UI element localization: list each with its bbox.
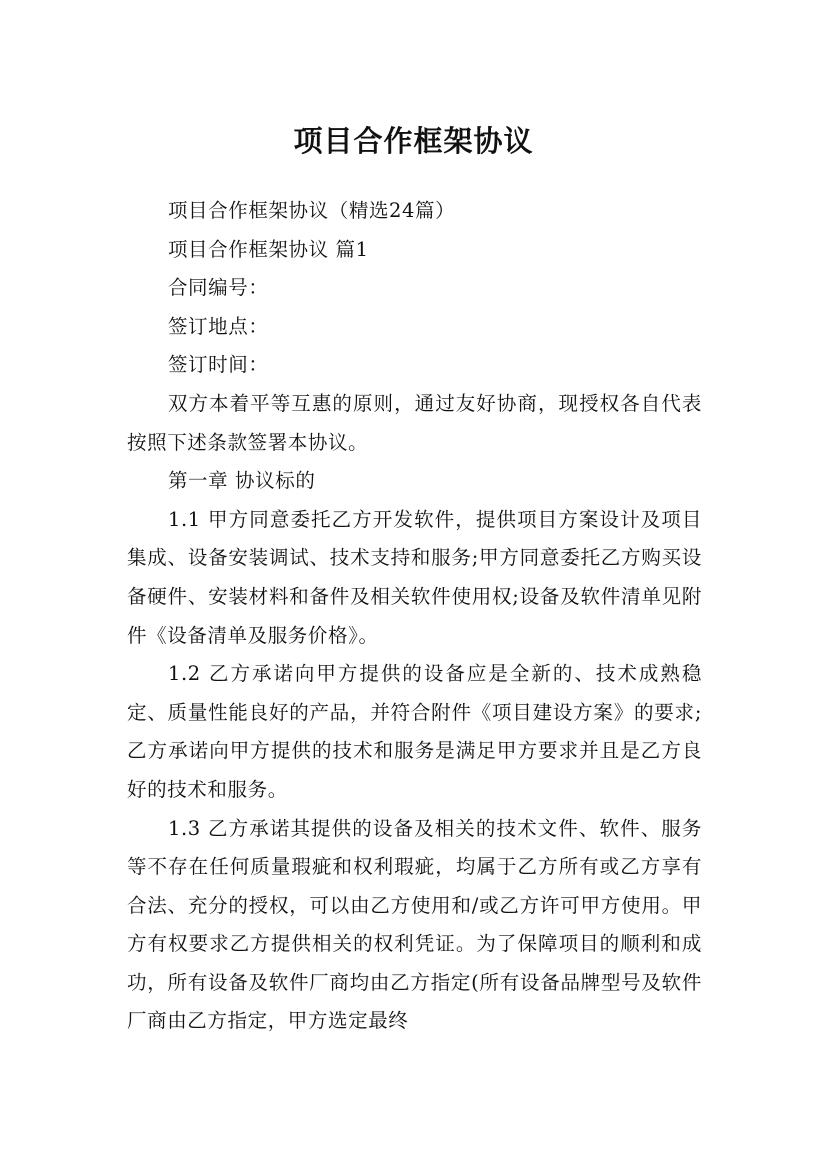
paragraph-preamble: 双方本着平等互惠的原则，通过友好协商，现授权各自代表按照下述条款签署本协议。: [127, 391, 702, 454]
document-body: [127, 192, 702, 1041]
paragraph-contract-number: 合同编号：: [167, 276, 269, 300]
paragraph-chapter-one: 第一章 协议标的: [167, 469, 316, 493]
paragraph-signing-time: 签订时间：: [167, 353, 269, 377]
paragraph-clause-1-2: 1.2 乙方承诺向甲方提供的设备应是全新的、技术成熟稳定、质量性能良好的产品，并符合附件《项目建设方案》的要求;乙方承诺向甲方提供的技术和服务是满足甲方要求并且是乙方良好的技术和服务。: [127, 662, 702, 801]
paragraph-subtitle: 项目合作框架协议（精选24篇）: [167, 199, 456, 222]
paragraph-signing-place: 签订地点：: [167, 314, 269, 338]
document-title: 项目合作框架协议: [293, 124, 534, 159]
paragraph-clause-1-3: 1.3 乙方承诺其提供的设备及相关的技术文件、软件、服务等不存在任何质量瑕疵和权利瑕疵，均属于乙方所有或乙方享有合法、充分的授权，可以由乙方使用和/或乙方许可甲方使用。甲方有权要求乙方提供相关的权利凭证。为了保障项目的顺利和成功，所有设备及软件厂商均由乙方指定(所有设备品牌型号及软件厂商由乙方指定，甲方选定最终: [127, 816, 702, 1033]
paragraph-clause-1-1: 1.1 甲方同意委托乙方开发软件，提供项目方案设计及项目集成、设备安装调试、技术支持和服务;甲方同意委托乙方购买设备硬件、安装材料和备件及相关软件使用权;设备及软件清单见附件《设备清单及服务价格》。: [127, 507, 702, 647]
paragraph-article-heading: 项目合作框架协议 篇1: [167, 237, 369, 261]
